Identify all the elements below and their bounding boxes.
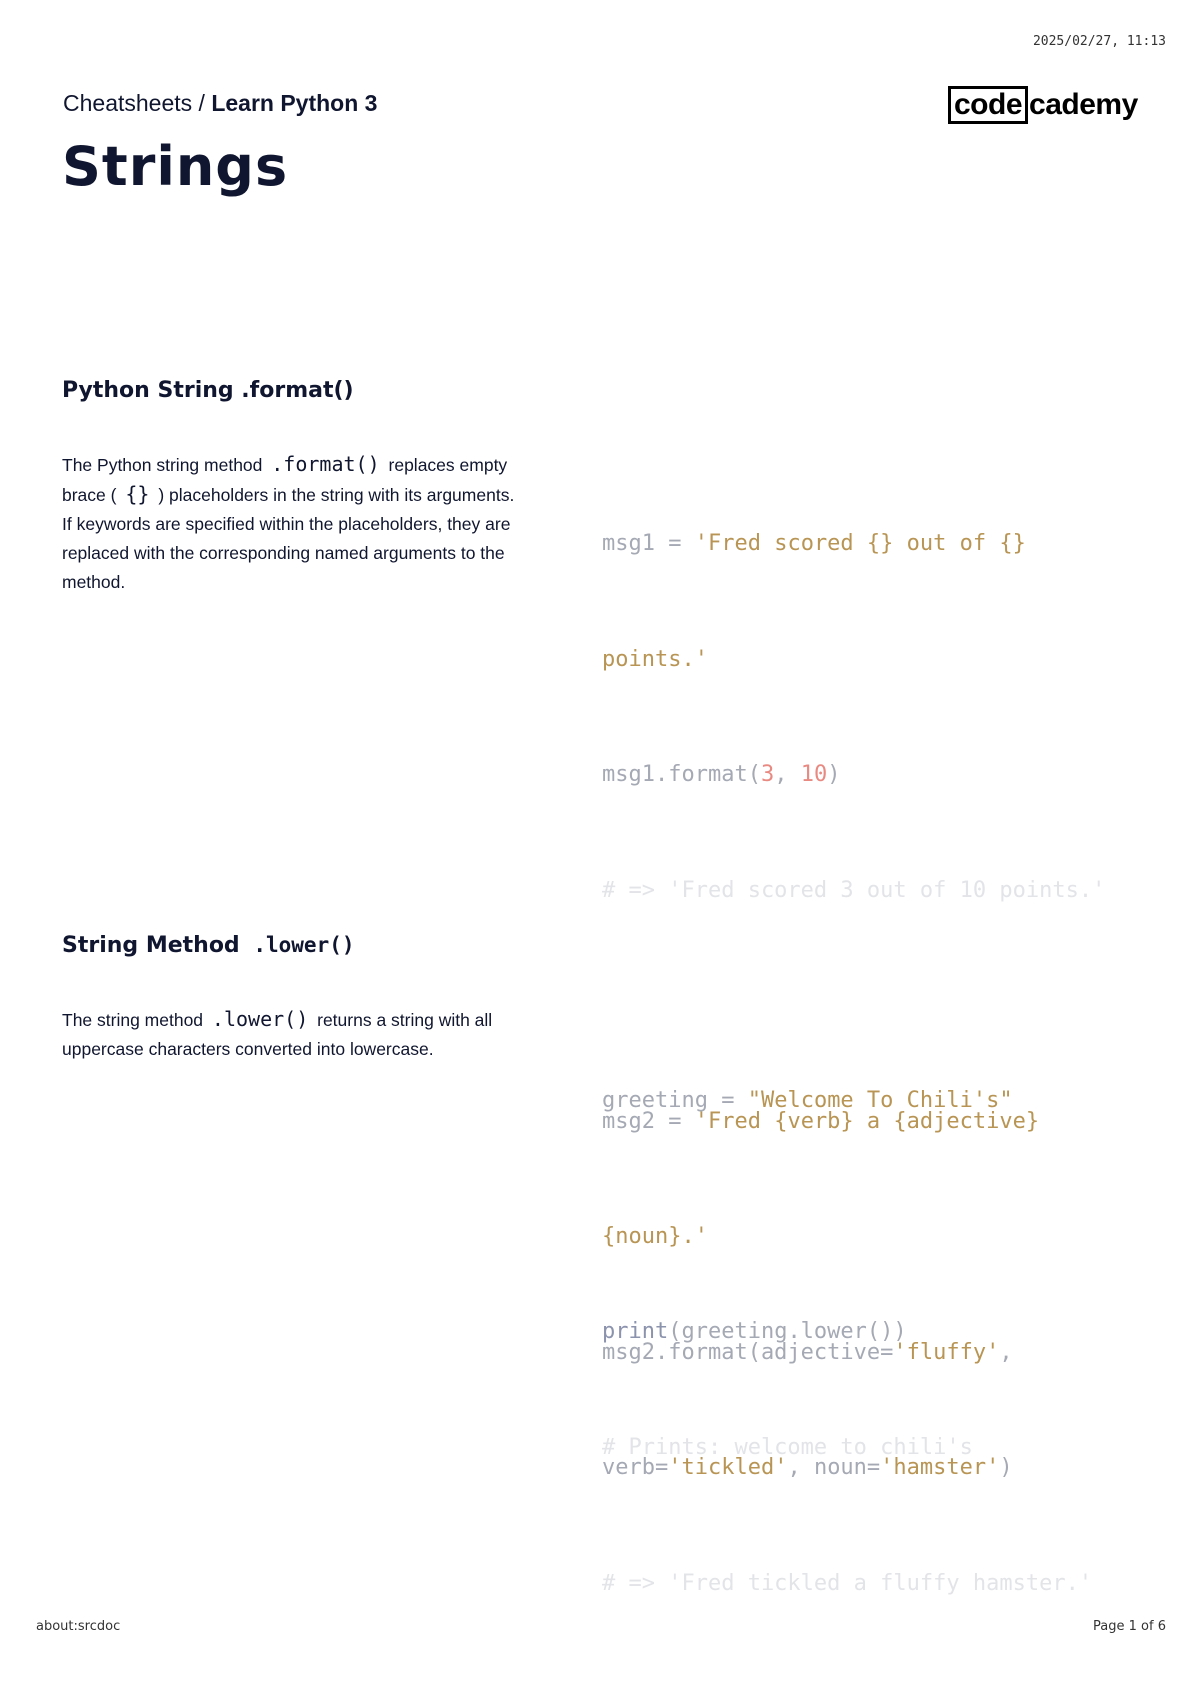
code-token: = (654, 531, 695, 556)
section-title-code: .lower() (253, 933, 355, 957)
section-title: Python String .format() (62, 378, 354, 403)
desc-text: replaces empty brace ( (62, 455, 508, 505)
code-token: ) (999, 1455, 1013, 1480)
code-token: "Welcome To Chili's" (747, 1088, 1013, 1113)
code-line (602, 1565, 1162, 1604)
code-line (602, 872, 1162, 911)
description-paragraph (62, 1005, 522, 1064)
section-title (62, 933, 1162, 958)
code-token: = (654, 1108, 695, 1134)
footer-url: about:srcdoc (36, 1619, 121, 1634)
desc-text: The string method (62, 1010, 204, 1030)
code-token: , (774, 762, 801, 787)
code-token: ) (827, 762, 841, 787)
desc-text: ) placeholders in the string with its arguments. (158, 485, 515, 505)
description-paragraph: If keywords are specified within the placeholders, they are replaced with the corresponding named arguments to the method. (62, 514, 511, 592)
inline-code: {} (125, 482, 150, 506)
breadcrumb (63, 90, 377, 117)
description-paragraph (62, 450, 522, 510)
code-line (602, 1313, 1162, 1352)
code-line (602, 1429, 1162, 1468)
code-token: msg1 (602, 531, 655, 556)
logo-box-text: code (948, 86, 1028, 124)
breadcrumb-root-link[interactable]: Cheatsheets (63, 90, 193, 116)
breadcrumb-course-link[interactable]: Learn Python 3 (211, 90, 378, 116)
code-line (602, 641, 1162, 680)
footer-page-number: Page 1 of 6 (1093, 1619, 1166, 1634)
code-token: 'fluffy' (893, 1339, 1000, 1365)
code-line (602, 756, 1162, 795)
code-token: verb= (602, 1455, 669, 1480)
code-token: 10 (800, 762, 828, 787)
code-token: = (707, 1088, 748, 1113)
inline-code: .lower() (211, 1007, 309, 1031)
code-line (602, 1082, 1162, 1121)
code-token: {noun}.' (602, 1224, 708, 1249)
code-token: 3 (760, 762, 775, 787)
code-comment: # Prints: welcome to chili's (602, 1434, 973, 1460)
code-token: 'tickled' (668, 1455, 788, 1480)
inline-code: .format() (271, 452, 380, 476)
code-token: , (999, 1339, 1013, 1365)
code-example (602, 1005, 1162, 1544)
code-token: greeting (602, 1088, 708, 1113)
section-description (62, 1005, 522, 1064)
code-comment: # => 'Fred scored 3 out of 10 points.' (602, 877, 1106, 903)
code-line-blank (602, 1198, 1162, 1237)
code-token: 'Fred {verb} a {adjective} (694, 1108, 1040, 1134)
code-token: , noun= (787, 1455, 881, 1480)
code-token: msg1.format( (602, 762, 761, 787)
code-token: print (602, 1319, 669, 1344)
print-timestamp: 2025/02/27, 11:13 (1032, 34, 1166, 49)
breadcrumb-separator: / (192, 90, 212, 116)
logo-rest-text: cademy (1029, 88, 1138, 121)
desc-text: returns a string with all uppercase characters converted into lowercase. (62, 1010, 493, 1059)
code-token: msg2 (602, 1108, 655, 1134)
code-line (602, 525, 1162, 564)
code-token: 'Fred scored {} out of {} (694, 531, 1026, 556)
code-token: msg2.format(adjective= (602, 1339, 894, 1365)
page-title: Strings (62, 135, 289, 198)
code-comment: # => 'Fred tickled a fluffy hamster.' (602, 1570, 1093, 1596)
code-token: (greeting.lower()) (668, 1319, 907, 1344)
section-title-text: String Method (62, 933, 240, 958)
code-token: points.' (602, 646, 708, 672)
code-token: 'hamster' (880, 1455, 1000, 1480)
codecademy-logo[interactable] (948, 86, 1138, 124)
section-description (62, 450, 522, 597)
desc-text: The Python string method (62, 455, 263, 475)
